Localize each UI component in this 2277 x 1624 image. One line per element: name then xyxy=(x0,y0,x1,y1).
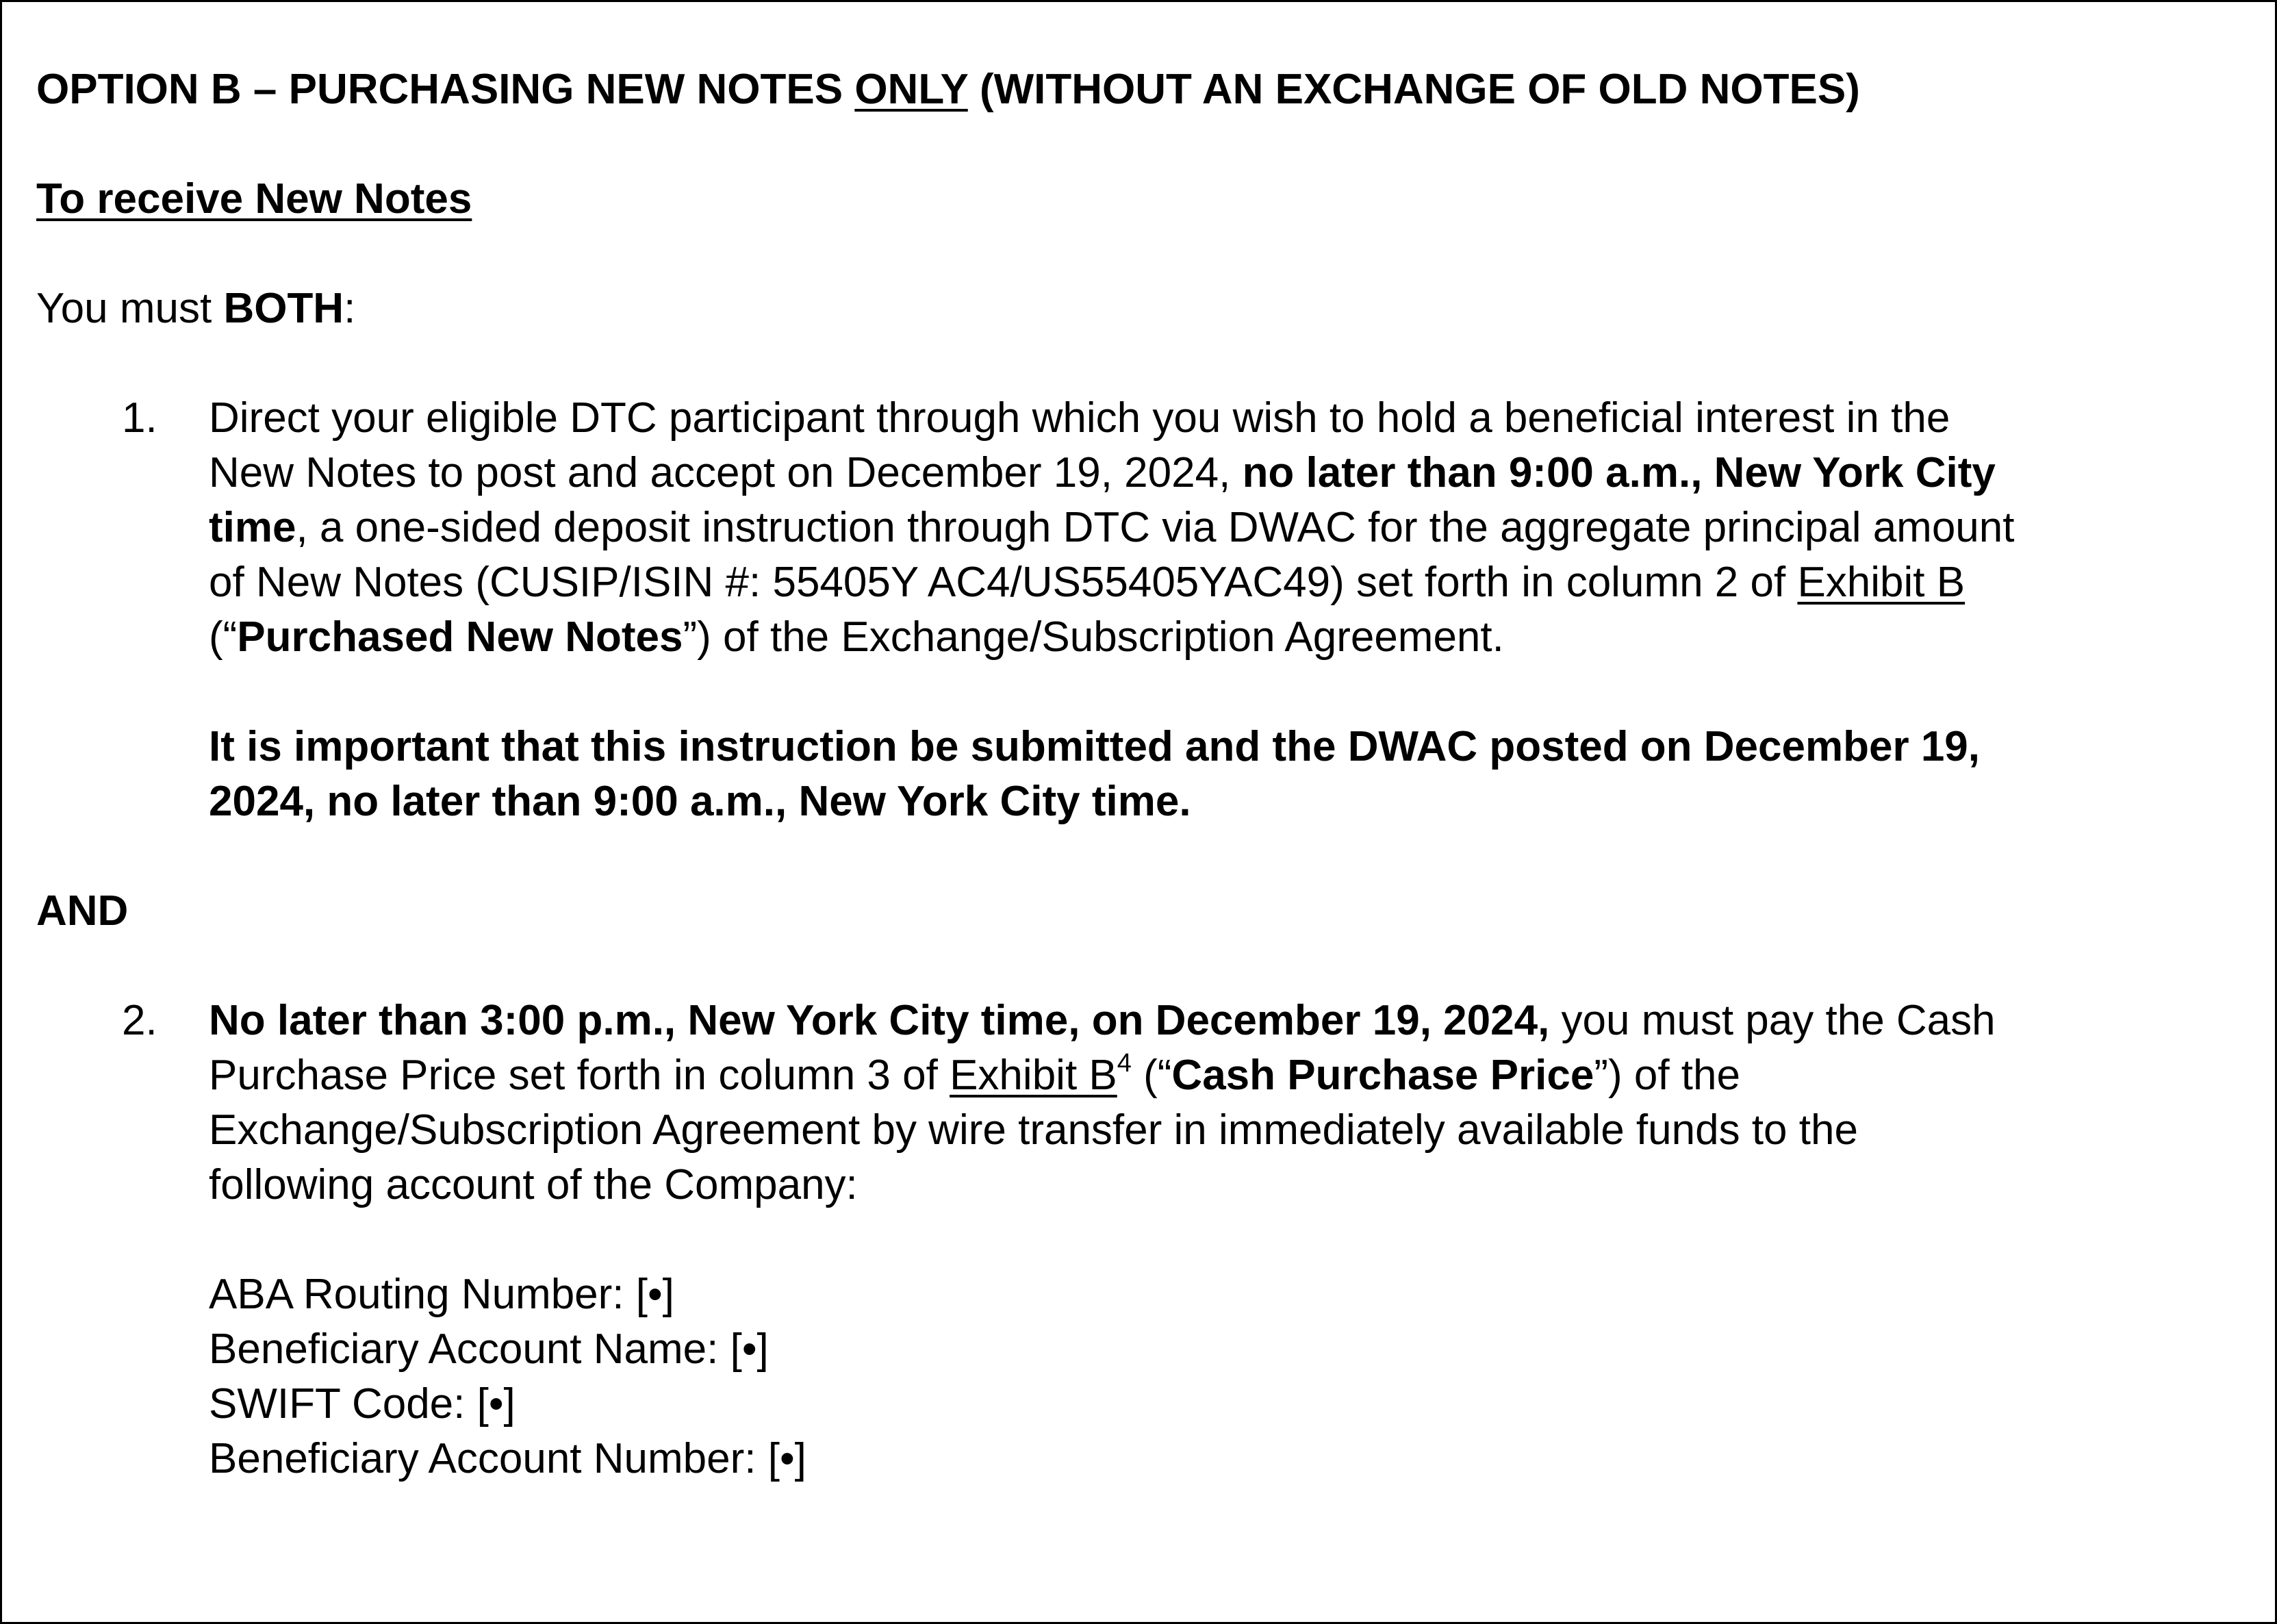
item-2-number: 2. xyxy=(122,997,157,1044)
item-2-line-4: following account of the Company: xyxy=(209,1161,858,1208)
and-label: AND xyxy=(36,887,129,935)
item-1-line-4-text: of New Notes (CUSIP/ISIN #: 55405Y AC4/US55405YAC49) set forth in column 2 of xyxy=(209,559,1798,606)
item-1-line-2 xyxy=(209,446,1996,500)
intro-line xyxy=(36,281,355,336)
heading-prefix: OPTION B – PURCHASING NEW NOTES xyxy=(36,66,855,113)
beneficiary-account-number-field: Beneficiary Account Number: [•] xyxy=(209,1435,806,1482)
important-note-line-2: 2024, no later than 9:00 a.m., New York City time. xyxy=(209,778,1191,825)
item-1-number: 1. xyxy=(122,394,157,442)
beneficiary-account-name-field: Beneficiary Account Name: [•] xyxy=(209,1325,769,1373)
item-2-line-2-text: Purchase Price set forth in column 3 of xyxy=(209,1052,950,1099)
exhibit-b-link[interactable]: Exhibit B xyxy=(1797,559,1966,606)
item-2-line-1-bold: No later than 3:00 p.m., New York City time, on December 19, 2024, xyxy=(209,997,1550,1044)
item-2-line-1 xyxy=(209,993,1996,1048)
item-1-line-1: Direct your eligible DTC participant through which you wish to hold a beneficial interest in the xyxy=(209,394,1950,442)
item-2-line-2-open: (“ xyxy=(1131,1052,1172,1099)
intro-bold: BOTH xyxy=(223,285,344,332)
item-1-line-2-text: New Notes to post and accept on December 19, 2024, xyxy=(209,449,1243,496)
item-1-line-5 xyxy=(209,610,1504,665)
item-1-line-2-bold: no later than 9:00 a.m., New York City xyxy=(1242,449,1996,496)
heading-underlined-word: ONLY xyxy=(854,66,968,113)
item-1-line-3-text: , a one-sided deposit instruction through DTC via DWAC for the aggregate principal amount xyxy=(296,504,2015,551)
exhibit-b-link-2[interactable]: Exhibit B xyxy=(950,1052,1117,1099)
important-note-line-1: It is important that this instruction be submitted and the DWAC posted on December 19, xyxy=(209,723,1981,770)
item-2-line-1-text: you must pay the Cash xyxy=(1549,997,1996,1044)
purchased-new-notes-term: Purchased New Notes xyxy=(237,613,683,661)
intro-text: You must xyxy=(36,285,224,332)
aba-routing-number-field: ABA Routing Number: [•] xyxy=(209,1271,674,1318)
item-2-line-2 xyxy=(209,1048,1740,1103)
item-1-line-3-bold: time xyxy=(209,504,296,551)
item-1-line-5-text: ”) of the Exchange/Subscription Agreement. xyxy=(683,613,1504,661)
section-heading xyxy=(36,62,1860,117)
heading-suffix: (WITHOUT AN EXCHANGE OF OLD NOTES) xyxy=(967,66,1860,113)
item-1-line-5-open: (“ xyxy=(209,613,238,661)
item-2-line-2-close: ”) of the xyxy=(1594,1052,1740,1099)
cash-purchase-price-term: Cash Purchase Price xyxy=(1171,1052,1594,1099)
item-1-line-4 xyxy=(209,555,1965,610)
footnote-marker[interactable]: 4 xyxy=(1117,1049,1132,1078)
item-2-line-3: Exchange/Subscription Agreement by wire transfer in immediately available funds to the xyxy=(209,1106,1858,1154)
swift-code-field: SWIFT Code: [•] xyxy=(209,1380,516,1428)
intro-end: : xyxy=(344,285,356,332)
item-1-line-3 xyxy=(209,500,2015,555)
subheading: To receive New Notes xyxy=(36,175,472,223)
